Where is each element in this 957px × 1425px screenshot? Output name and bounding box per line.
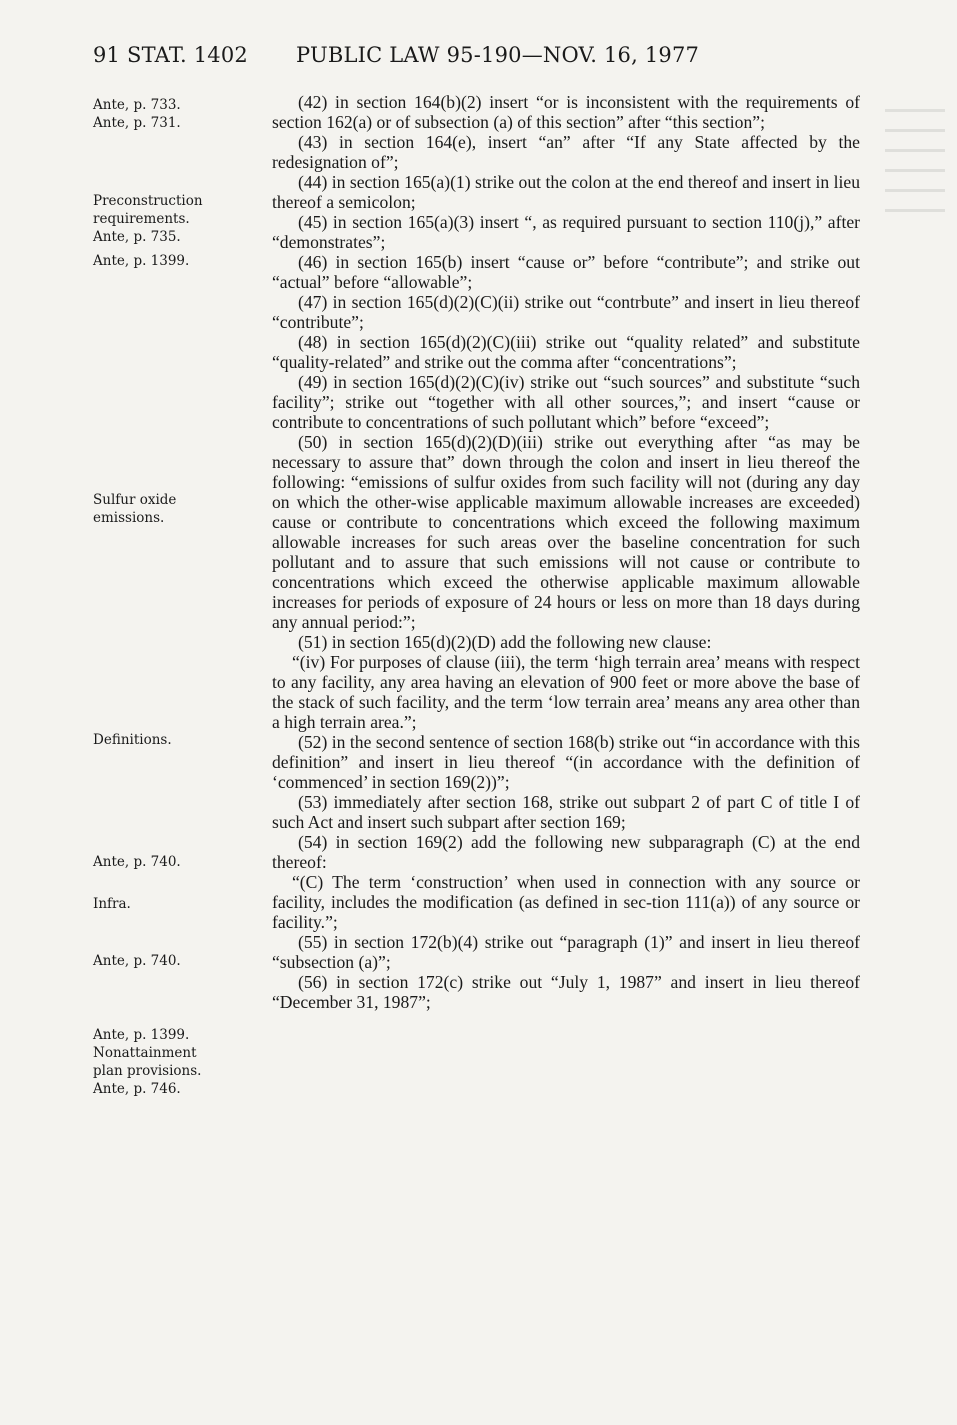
amendment-paragraph: (44) in section 165(a)(1) strike out the colon at the end thereof and insert in lieu thereof a semicolon; <box>272 172 860 212</box>
amendment-paragraph: (47) in section 165(d)(2)(C)(ii) strike out “contrbute” and insert in lieu thereof “contribute”; <box>272 292 860 332</box>
margin-note-topic: plan provisions. <box>93 1063 202 1079</box>
amendment-paragraph: (53) immediately after section 168, strike out subpart 2 of part C of title I of such Act and insert such subpart after section 169; <box>272 792 860 832</box>
amendment-paragraph: (43) in section 164(e), insert “an” after “If any State affected by the redesignation of”; <box>272 132 860 172</box>
margin-note-cite: Ante, p. 735. <box>93 229 181 245</box>
margin-note-cite: Ante, p. 740. <box>93 854 181 870</box>
margin-note-topic: Definitions. <box>93 732 172 748</box>
amendment-paragraph: (45) in section 165(a)(3) insert “, as required pursuant to section 110(j),” after “demonstrates”; <box>272 212 860 252</box>
amendment-paragraph: (50) in section 165(d)(2)(D)(iii) strike out everything after “as may be necessary to assure that” down through the colon and insert in lieu thereof the following: “emissions of sulfur oxides from such facility will not (during any day on which the other-wise applicable maximum allowable increases are exceeded) cause or contribute to concentrations which exceed the following maximum allowable increases for such areas over the baseline concentration for such pollutant and to assure that such emissions will not cause or contribute to concentrations which exceed the otherwise applicable maximum allowable increases for periods of exposure of 24 hours or less on more than 18 days during any annual period:”; <box>272 432 860 632</box>
amendment-paragraph: (51) in section 165(d)(2)(D) add the following new clause: <box>298 632 712 652</box>
amendment-paragraph: (49) in section 165(d)(2)(C)(iv) strike out “such sources” and substitute “such facility”; strike out “together with all other sources,”; and insert “cause or contribute to concentrations of such pollutant which” before “exceed”; <box>272 372 860 432</box>
inserted-clause: “(iv) For purposes of clause (iii), the term ‘high terrain area’ means with respect to any facility, any area having an elevation of 900 feet or more above the base of the stack of such facility, and the term ‘low terrain area’ means any area other than a high terrain area.”; <box>272 652 860 732</box>
amendment-paragraph: (42) in section 164(b)(2) insert “or is inconsistent with the requirements of section 162(a) or of subsection (a) of this section” after “this section”; <box>272 92 860 132</box>
margin-note-cite: Ante, p. 733. <box>93 97 181 113</box>
amendment-paragraph: (55) in section 172(b)(4) strike out “paragraph (1)” and insert in lieu thereof “subsection (a)”; <box>272 932 860 972</box>
margin-note-topic: Preconstruction <box>93 193 203 209</box>
amendment-paragraph: (52) in the second sentence of section 168(b) strike out “in accordance with this definition” and insert in lieu thereof “(in accordance with the definition of ‘commenced’ in section 169(2))”; <box>272 732 860 792</box>
bleed-through-marks <box>885 92 945 1132</box>
inserted-subparagraph: “(C) The term ‘construction’ when used in connection with any source or facility, includes the modification (as defined in sec-tion 111(a)) of any source or facility.”; <box>272 872 860 932</box>
amendment-paragraph: (46) in section 165(b) insert “cause or” before “contribute”; and strike out “actual” before “allowable”; <box>272 252 860 292</box>
running-head: PUBLIC LAW 95-190—NOV. 16, 1977 <box>296 43 700 67</box>
margin-note-topic: emissions. <box>93 510 165 526</box>
margin-note-topic: requirements. <box>93 211 190 227</box>
margin-note-cite: Infra. <box>93 896 131 912</box>
amendment-paragraph: (54) in section 169(2) add the following new subparagraph (C) at the end thereof: <box>272 832 860 872</box>
margin-note-cite: Ante, p. 731. <box>93 115 181 131</box>
margin-note-topic: Nonattainment <box>93 1045 197 1061</box>
margin-note-cite: Ante, p. 1399. <box>93 253 190 269</box>
amendment-paragraph: (48) in section 165(d)(2)(C)(iii) strike out “quality related” and substitute “quality-related” and strike out the comma after “concentrations”; <box>272 332 860 372</box>
margin-note-cite: Ante, p. 740. <box>93 953 181 969</box>
margin-note-topic: Sulfur oxide <box>93 492 177 508</box>
statute-page-number: 91 STAT. 1402 <box>93 43 248 67</box>
amendment-paragraph: (56) in section 172(c) strike out “July 1, 1987” and insert in lieu thereof “December 31, 1987”; <box>272 972 860 1012</box>
body-text <box>272 92 860 1012</box>
margin-note-cite: Ante, p. 746. <box>93 1081 181 1097</box>
margin-note-cite: Ante, p. 1399. <box>93 1027 190 1043</box>
